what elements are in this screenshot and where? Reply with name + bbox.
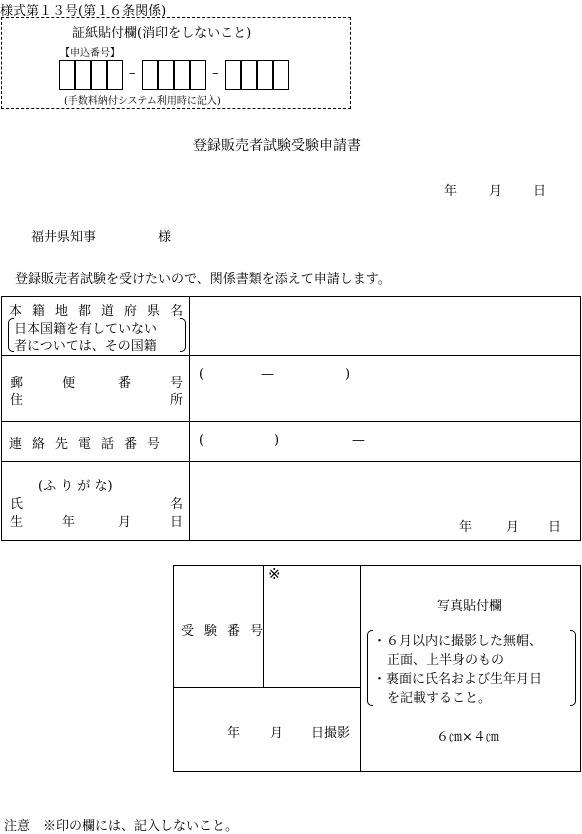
application-number-group-3	[225, 60, 293, 90]
nationality-note-line2: 者については、その国籍	[14, 339, 157, 354]
digit-box[interactable]	[225, 60, 241, 90]
office-use-mark: ※	[268, 565, 281, 583]
postal-code-char: 番	[118, 376, 132, 391]
document-title: 登録販売者試験受験申請書	[193, 138, 361, 154]
birth-day-label: 日	[548, 520, 562, 535]
stamp-box	[1, 17, 351, 109]
form-number: 様式第１３号(第１６条関係)	[0, 4, 167, 19]
birthdate-char: 年	[62, 515, 76, 530]
photo-rule-line4: を記載すること。	[387, 691, 492, 706]
exam-number-label: 受験番号	[181, 624, 274, 639]
digit-box[interactable]	[75, 60, 91, 90]
application-number-label: 【申込番号】	[60, 48, 120, 59]
name-birthdate-field[interactable]	[190, 462, 580, 540]
footnote: 注意 ※印の欄には、記入しないこと。	[4, 819, 239, 834]
stamp-box-note: (手数料納付システム利用時に記入)	[64, 96, 221, 107]
digit-box[interactable]	[190, 60, 206, 90]
postal-code-char: 便	[62, 376, 76, 391]
postal-close-paren: )	[345, 367, 351, 382]
phone-open-paren: (	[199, 433, 205, 448]
application-number-group-1	[59, 60, 127, 90]
application-statement: 登録販売者試験を受けたいので、関係書類を添えて申請します。	[15, 272, 391, 287]
photo-date-suffix: 日撮影	[311, 726, 351, 741]
photo-size: ６㎝×４㎝	[436, 730, 499, 745]
birthdate-char: 生	[10, 515, 24, 530]
addressee-name: 福井県知事	[31, 230, 97, 245]
digit-box[interactable]	[142, 60, 158, 90]
photo-area-title: 写真貼付欄	[437, 599, 503, 614]
digit-box[interactable]	[158, 60, 174, 90]
photo-date-month: 月	[270, 726, 284, 741]
date-month-label: 月	[489, 184, 503, 199]
exam-row-divider	[173, 687, 361, 688]
digit-box[interactable]	[273, 60, 289, 90]
group-separator: –	[129, 66, 136, 81]
birthdate-char: 日	[170, 515, 184, 530]
postal-dash: —	[261, 367, 274, 382]
phone-close-paren: )	[274, 433, 280, 448]
postal-code-char: 号	[170, 376, 184, 391]
date-day-label: 日	[533, 184, 547, 199]
addressee-honorific: 様	[158, 230, 172, 245]
postal-address-field[interactable]	[190, 356, 580, 420]
domicile-prefecture-field[interactable]	[190, 297, 580, 354]
application-number-group-2	[142, 60, 210, 90]
stamp-box-title: 証紙貼付欄(消印をしないこと)	[72, 26, 252, 41]
group-separator: –	[212, 66, 219, 81]
phone-number-field[interactable]	[190, 422, 580, 460]
birth-year-label: 年	[459, 520, 473, 535]
name-char: 名	[170, 497, 184, 512]
address-char: 住	[10, 393, 24, 408]
furigana-label: (ふ り が な)	[38, 479, 113, 494]
birth-month-label: 月	[506, 520, 520, 535]
digit-box[interactable]	[257, 60, 273, 90]
bracket-right	[570, 630, 576, 706]
birthdate-char: 月	[118, 515, 132, 530]
photo-rule-line3: ・裏面に氏名および生年月日	[373, 672, 543, 687]
bracket-right	[180, 318, 186, 352]
photo-rule-line2: 正面、上半身のもの	[387, 653, 505, 668]
digit-box[interactable]	[107, 60, 123, 90]
digit-box[interactable]	[59, 60, 75, 90]
name-char: 氏	[10, 497, 24, 512]
address-char: 所	[170, 393, 184, 408]
phone-dash: —	[352, 433, 365, 448]
photo-rule-line1: ・６月以内に撮影した無帽、	[373, 634, 543, 649]
phone-number-label: 連絡先電話番号	[9, 437, 171, 452]
photo-column-divider	[360, 565, 361, 772]
digit-box[interactable]	[91, 60, 107, 90]
postal-code-char: 郵	[10, 376, 24, 391]
postal-open-paren: (	[199, 367, 205, 382]
digit-box[interactable]	[241, 60, 257, 90]
nationality-note-line1: 日本国籍を有していない	[14, 322, 158, 337]
exam-number-field	[265, 587, 359, 685]
domicile-prefecture-label: 本籍地都道府県名	[9, 304, 194, 319]
digit-box[interactable]	[174, 60, 190, 90]
photo-date-year: 年	[227, 726, 241, 741]
date-year-label: 年	[444, 184, 458, 199]
